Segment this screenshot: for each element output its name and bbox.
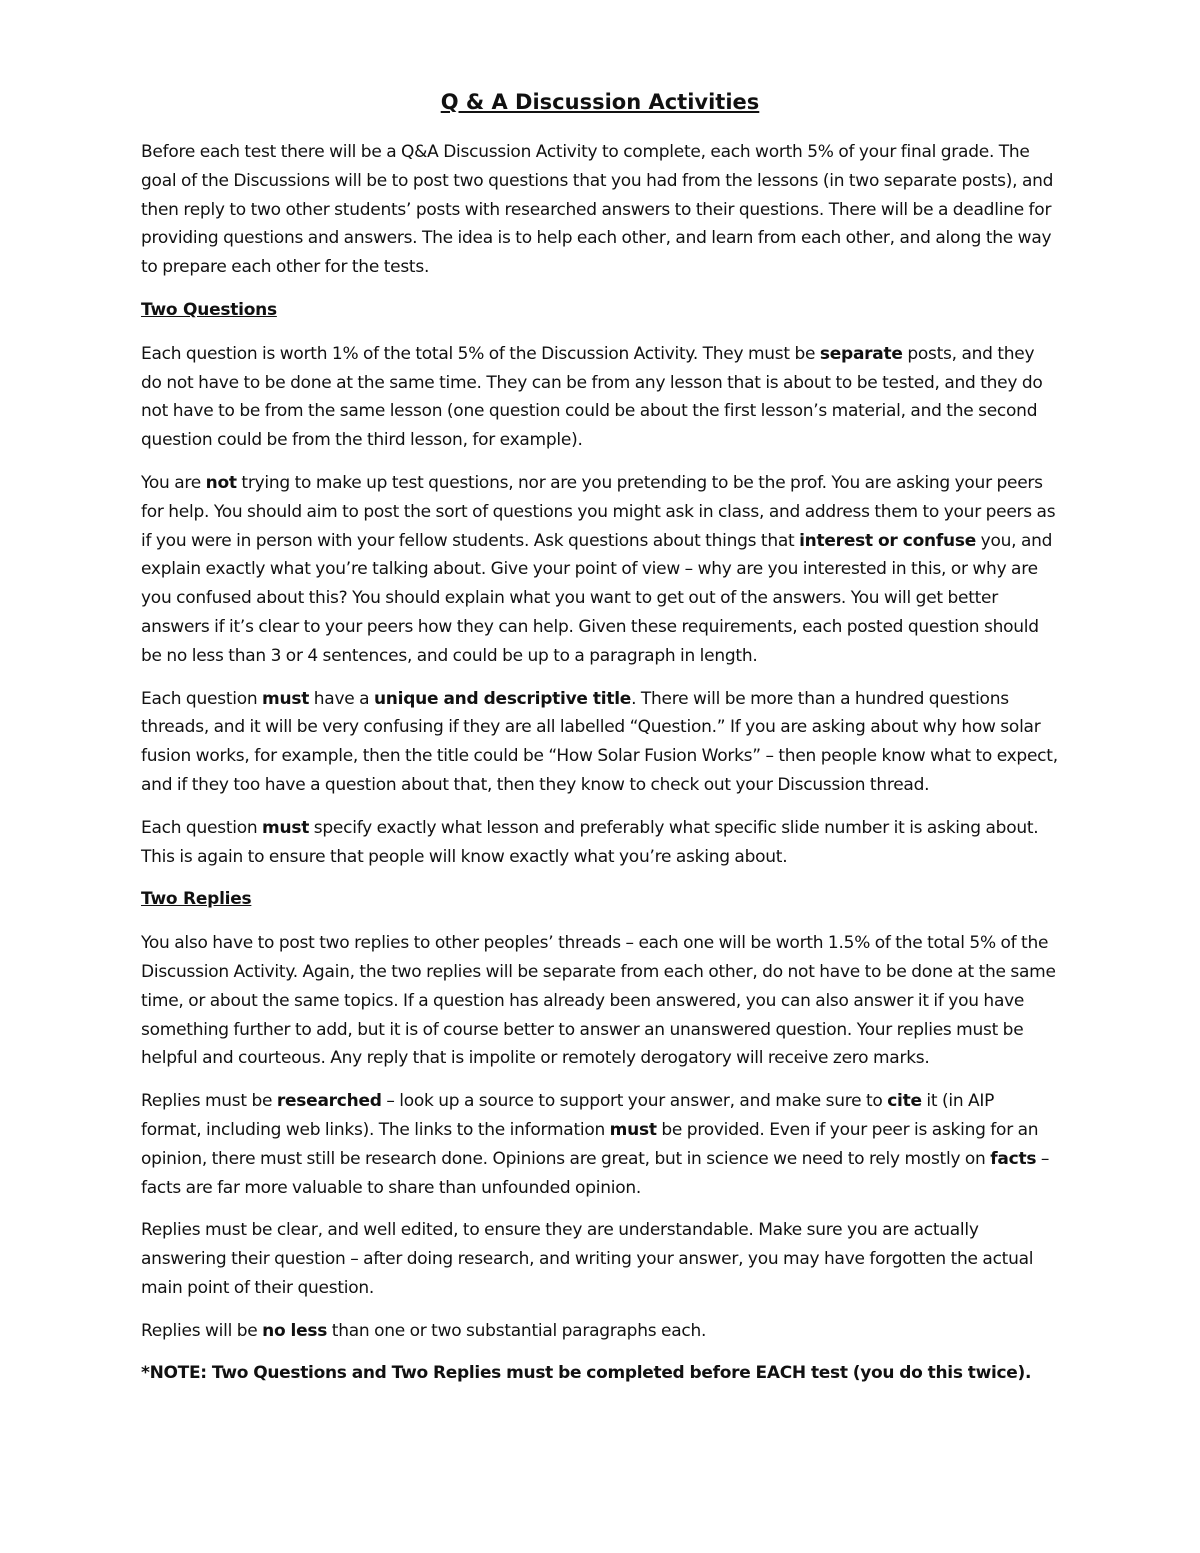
emphasis-text: no less xyxy=(262,1320,328,1341)
emphasis-text: cite xyxy=(887,1091,922,1112)
emphasis-text: separate xyxy=(819,343,903,364)
emphasis-text: must xyxy=(262,817,310,838)
body-text: Replies will be xyxy=(141,1320,263,1341)
body-text: than one or two substantial paragraphs each. xyxy=(327,1320,707,1341)
document-body xyxy=(141,86,1059,1388)
body-text: . There will be more than a hundred questions threads, and it will be very confusing if they are all labelled “Question.” If you are asking about why how solar fusion works, for example, then the title could be “How Solar Fusion Works” – then people know what to expect, and if they too have a question about that, then they know to check out your Discussion thread. xyxy=(141,688,1058,795)
body-text: Each question is worth 1% of the total 5% of the Discussion Activity. They must be xyxy=(141,343,820,364)
completion-note: *NOTE: Two Questions and Two Replies must be completed before EACH test (you do this twice). xyxy=(141,1363,1032,1384)
questions-paragraph-3 xyxy=(141,685,1059,800)
body-text: – facts are far more valuable to share than unfounded opinion. xyxy=(141,1148,1050,1198)
replies-paragraph-2 xyxy=(141,1087,1059,1202)
questions-paragraph-2 xyxy=(141,469,1059,671)
questions-paragraph-1 xyxy=(141,340,1059,455)
emphasis-text: must xyxy=(609,1119,657,1140)
section-heading-two-questions: Two Questions xyxy=(141,299,277,320)
body-text: it (in AIP format, including web links). The links to the information xyxy=(141,1091,995,1140)
body-text: Replies must be xyxy=(141,1091,277,1112)
replies-paragraph-3 xyxy=(141,1216,1059,1302)
body-text: specify exactly what lesson and preferably what specific slide number it is asking about. This is again to ensure that people will know exactly what you’re asking about. xyxy=(141,817,1039,867)
body-text: have a xyxy=(309,688,374,709)
body-text: You also have to post two replies to other peoples’ threads – each one will be worth 1.5% of the total 5% of the Discussion Activity. Again, the two replies will be separate from each other, do not have to be done at the same time, or about the same topics. If a question has already been answered, you can also answer it if you have something further to add, but it is of course better to answer an unanswered question. Your replies must be helpful and courteous. Any reply that is impolite or remotely derogatory will receive zero marks. xyxy=(141,933,1056,1069)
body-text: – look up a source to support your answer, and make sure to xyxy=(381,1091,888,1112)
body-text: Each question xyxy=(141,688,263,709)
emphasis-text: unique and descriptive title xyxy=(373,688,632,709)
section-heading-two-replies: Two Replies xyxy=(141,889,252,910)
body-text: Before each test there will be a Q&A Discussion Activity to complete, each worth 5% of your final grade. The goal of the Discussions will be to post two questions that you had from the lessons (in two separate posts), and then reply to two other students’ posts with researched answers to their questions. There will be a deadline for providing questions and answers. The idea is to help each other, and learn from each other, and along the way to prepare each other for the tests. xyxy=(141,142,1054,278)
body-text: Replies must be clear, and well edited, to ensure they are understandable. Make sure you are actually answering their question – after doing research, and writing your answer, you may have forgotten the actual main point of their question. xyxy=(141,1220,1034,1298)
emphasis-text: interest or confuse xyxy=(799,530,976,551)
intro-paragraph xyxy=(141,138,1059,282)
body-text: trying to make up test questions, nor are you pretending to be the prof. You are asking your peers for help. You should aim to post the sort of questions you might ask in class, and address them to your peers as if you were in person with your fellow students. Ask questions about things that xyxy=(141,472,1056,551)
emphasis-text: must xyxy=(262,688,310,709)
emphasis-text: facts xyxy=(990,1148,1037,1169)
body-text: You are xyxy=(141,472,206,493)
body-text: you, and explain exactly what you’re talking about. Give your point of view – why are you interested in this, or why are you confused about this? You should explain what you want to get out of the answers. You will get better answers if it’s clear to your peers how they can help. Given these requirements, each posted question should be no less than 3 or 4 sentences, and could be up to a paragraph in length. xyxy=(141,530,1053,666)
emphasis-text: researched xyxy=(276,1091,382,1112)
document-title: Q & A Discussion Activities xyxy=(440,90,760,114)
replies-paragraph-4 xyxy=(141,1317,1059,1346)
emphasis-text: not xyxy=(205,472,237,493)
body-text: posts, and they do not have to be done at the same time. They can be from any lesson that is about to be tested, and they do not have to be from the same lesson (one question could be about the first lesson’s material, and the second question could be from the third lesson, for example). xyxy=(141,343,1043,451)
body-text: be provided. Even if your peer is asking for an opinion, there must still be research done. Opinions are great, but in science we need to rely mostly on xyxy=(141,1119,1039,1169)
body-text: Each question xyxy=(141,817,263,838)
replies-paragraph-1 xyxy=(141,929,1059,1073)
questions-paragraph-4 xyxy=(141,814,1059,872)
